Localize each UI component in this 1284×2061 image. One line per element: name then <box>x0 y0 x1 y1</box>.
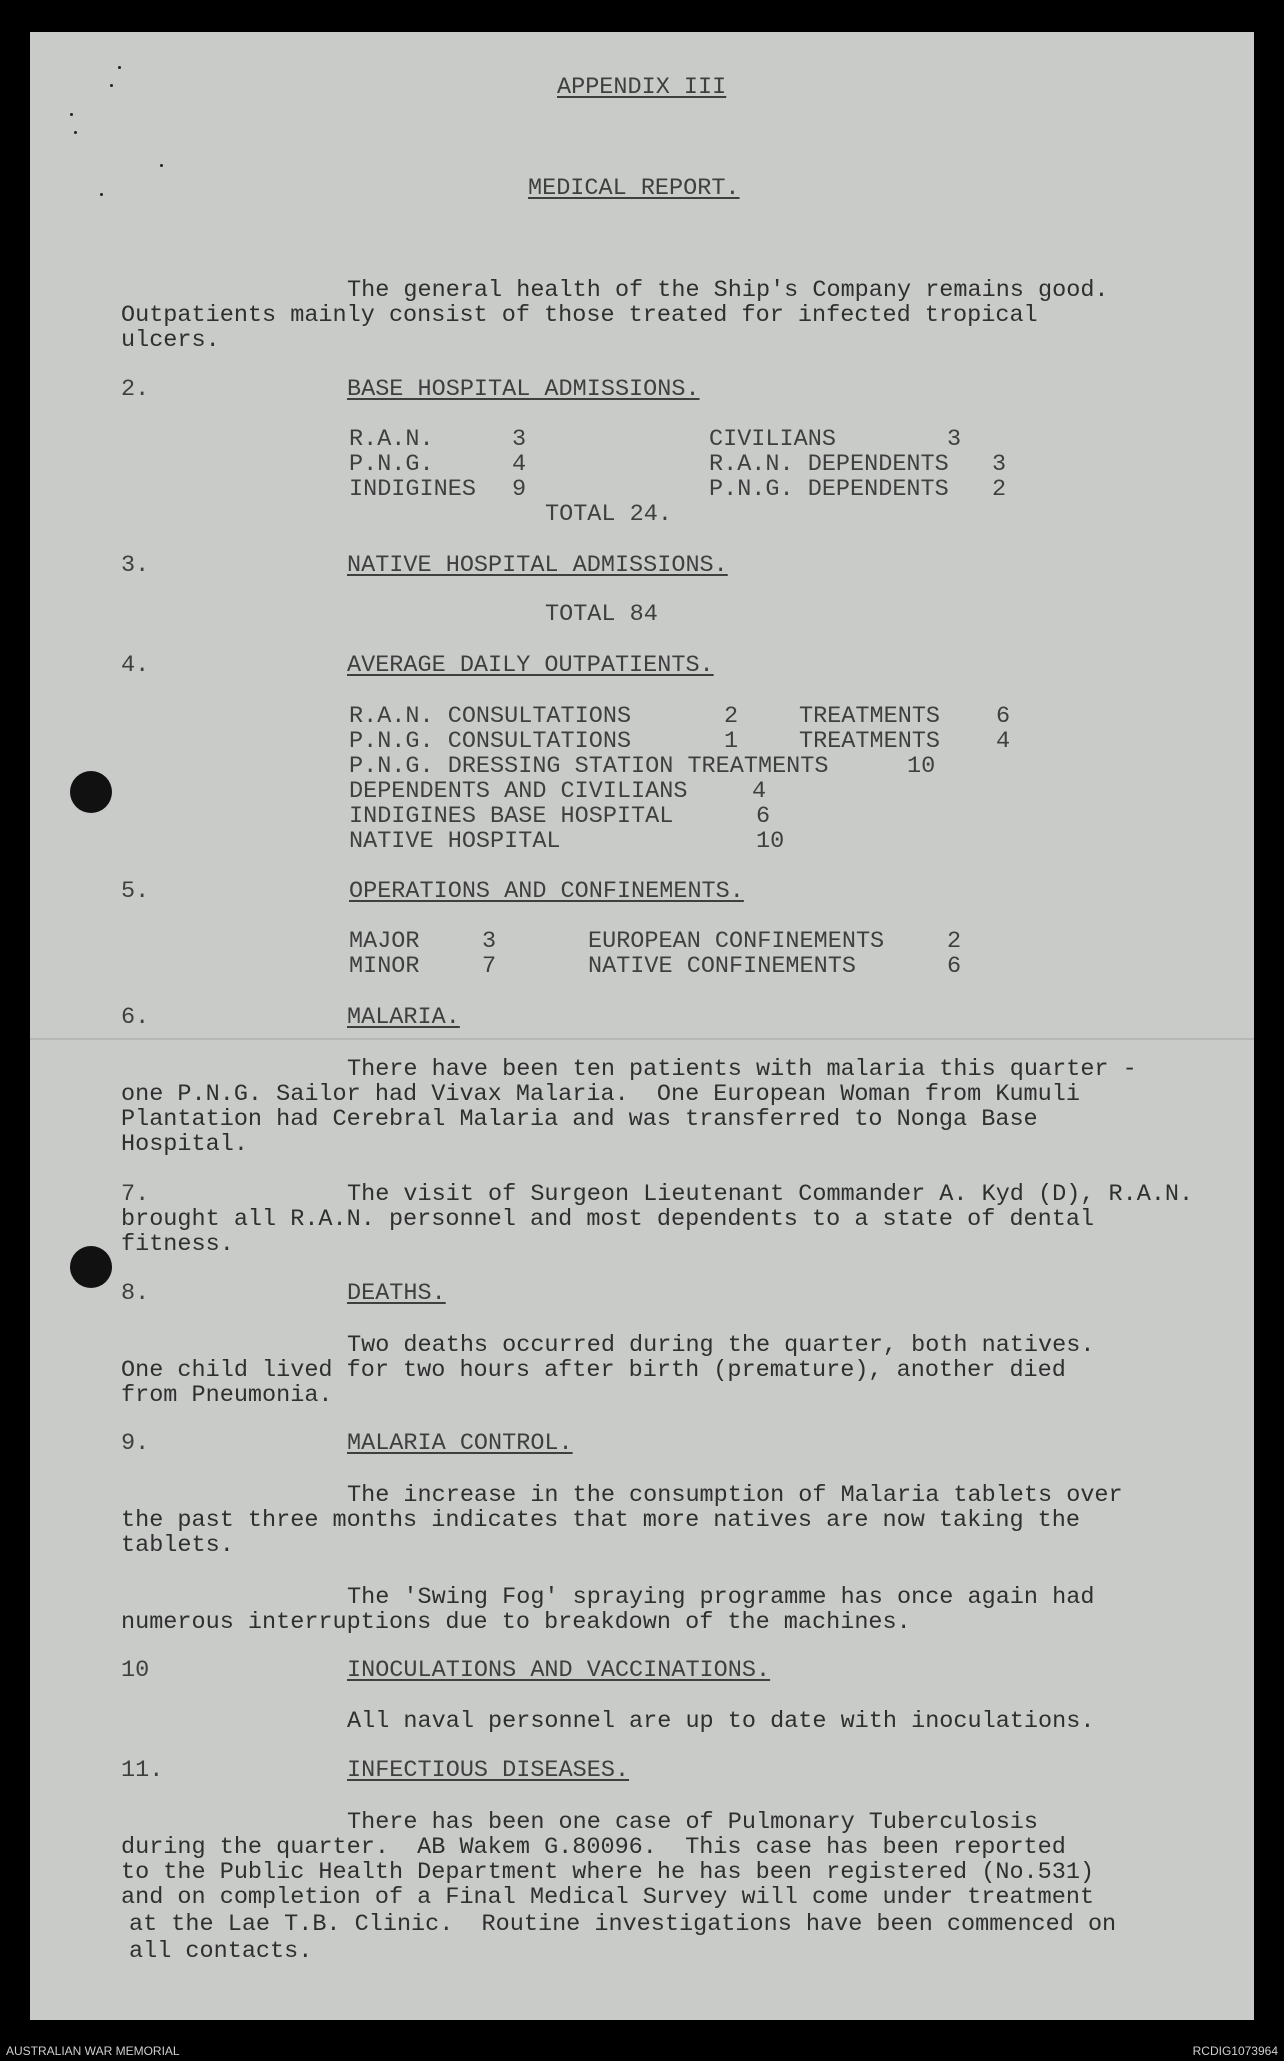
outpatient-row-value: 2 <box>724 703 739 730</box>
section-heading-malaria-control: MALARIA CONTROL. <box>347 1430 573 1457</box>
png-dependents-value: 2 <box>992 476 1007 503</box>
section-heading-malaria: MALARIA. <box>347 1004 460 1031</box>
png-dependents-label: P.N.G. DEPENDENTS <box>709 476 949 503</box>
paper-speck <box>110 84 113 87</box>
png-label: P.N.G. <box>349 451 434 478</box>
archive-id: RCDIG1073964 <box>1192 2044 1278 2058</box>
section-heading-outpatients: AVERAGE DAILY OUTPATIENTS. <box>347 652 714 679</box>
archive-credit: AUSTRALIAN WAR MEMORIAL <box>6 2044 180 2058</box>
indigines-value: 9 <box>512 476 527 503</box>
intro-line: The general health of the Ship's Company remains good. <box>347 277 1109 304</box>
png-value: 4 <box>512 451 527 478</box>
swing-fog-line: numerous interruptions due to breakdown of the machines. <box>121 1609 911 1636</box>
intro-line: ulcers. <box>121 327 220 354</box>
section-number: 6. <box>121 1004 150 1031</box>
section-heading-operations: OPERATIONS AND CONFINEMENTS. <box>349 878 744 905</box>
paper-speck <box>118 66 121 69</box>
malaria-line: Plantation had Cerebral Malaria and was transferred to Nonga Base <box>121 1106 1038 1133</box>
ran-dependents-value: 3 <box>992 451 1007 478</box>
section-heading-native-hospital: NATIVE HOSPITAL ADMISSIONS. <box>347 552 728 579</box>
outpatient-treatments-label: TREATMENTS <box>799 703 941 730</box>
intro-line: Outpatients mainly consist of those treated for infected tropical <box>121 302 1038 329</box>
outpatient-row-value: 10 <box>907 753 936 780</box>
outpatient-row-value: 10 <box>756 828 785 855</box>
minor-label: MINOR <box>349 953 420 980</box>
malaria-control-line: tablets. <box>121 1532 234 1559</box>
section-number: 9. <box>121 1430 150 1457</box>
native-hospital-total: TOTAL 84 <box>545 601 658 628</box>
deaths-line: from Pneumonia. <box>121 1382 333 1409</box>
report-title: MEDICAL REPORT. <box>528 175 740 202</box>
paper-speck <box>160 164 163 167</box>
dental-line: fitness. <box>121 1231 234 1258</box>
indigines-label: INDIGINES <box>349 476 476 503</box>
fold-crease <box>30 1038 1254 1040</box>
major-label: MAJOR <box>349 928 420 955</box>
infectious-line: to the Public Health Department where he has been registered (No.531) <box>121 1859 1095 1886</box>
ran-label: R.A.N. <box>349 426 434 453</box>
major-value: 3 <box>482 928 497 955</box>
outpatient-row-label: P.N.G. CONSULTATIONS <box>349 728 632 755</box>
section-number: 10 <box>121 1657 150 1684</box>
malaria-control-line: the past three months indicates that more natives are now taking the <box>121 1507 1080 1534</box>
punch-hole-lower <box>70 1246 112 1288</box>
malaria-line: one P.N.G. Sailor had Vivax Malaria. One European Woman from Kumuli <box>121 1081 1080 1108</box>
section-number: 8. <box>121 1280 150 1307</box>
deaths-line: Two deaths occurred during the quarter, both natives. <box>347 1332 1095 1359</box>
outpatient-row-value: 6 <box>756 803 771 830</box>
section-number: 2. <box>121 376 150 403</box>
outpatient-row-label: P.N.G. DRESSING STATION TREATMENTS <box>349 753 829 780</box>
outpatient-row-value: 4 <box>752 778 767 805</box>
paper-speck <box>70 113 73 116</box>
ran-dependents-label: R.A.N. DEPENDENTS <box>709 451 949 478</box>
inoculations-line: All naval personnel are up to date with inoculations. <box>347 1708 1095 1735</box>
civilians-label: CIVILIANS <box>709 426 836 453</box>
minor-value: 7 <box>482 953 497 980</box>
outpatient-row-label: DEPENDENTS AND CIVILIANS <box>349 778 688 805</box>
section-number: 3. <box>121 552 150 579</box>
section-heading-deaths: DEATHS. <box>347 1280 446 1307</box>
section-heading-inoculations: INOCULATIONS AND VACCINATIONS. <box>347 1657 771 1684</box>
deaths-line: One child lived for two hours after birth (premature), another died <box>121 1357 1066 1384</box>
paper-speck <box>74 131 77 134</box>
swing-fog-line: The 'Swing Fog' spraying programme has once again had <box>347 1584 1095 1611</box>
malaria-line: Hospital. <box>121 1131 248 1158</box>
native-confinements-label: NATIVE CONFINEMENTS <box>588 953 856 980</box>
punch-hole-upper <box>70 771 112 813</box>
section-number: 11. <box>121 1757 164 1784</box>
base-hospital-total: TOTAL 24. <box>545 501 672 528</box>
outpatient-row-label: NATIVE HOSPITAL <box>349 828 561 855</box>
infectious-line: and on completion of a Final Medical Survey will come under treatment <box>121 1884 1095 1911</box>
section-number: 7. <box>121 1181 150 1208</box>
outpatient-treatments-value: 4 <box>996 728 1011 755</box>
infectious-line: There has been one case of Pulmonary Tuberculosis <box>347 1809 1039 1836</box>
section-heading-base-hospital: BASE HOSPITAL ADMISSIONS. <box>347 376 700 403</box>
infectious-line: during the quarter. AB Wakem G.80096. This case has been reported <box>121 1834 1066 1861</box>
outpatient-row-label: R.A.N. CONSULTATIONS <box>349 703 632 730</box>
dental-line: brought all R.A.N. personnel and most dependents to a state of dental <box>121 1206 1095 1233</box>
section-number: 5. <box>121 878 150 905</box>
european-confinements-value: 2 <box>947 928 962 955</box>
appendix-heading: APPENDIX III <box>557 74 727 101</box>
outpatient-row-value: 1 <box>724 728 739 755</box>
outpatient-treatments-label: TREATMENTS <box>799 728 941 755</box>
infectious-line: at the Lae T.B. Clinic. Routine investigations have been commenced on <box>129 1911 1117 1938</box>
infectious-line: all contacts. <box>129 1938 313 1965</box>
civilians-value: 3 <box>947 426 962 453</box>
outpatient-row-label: INDIGINES BASE HOSPITAL <box>349 803 674 830</box>
dental-line: The visit of Surgeon Lieutenant Commander A. Kyd (D), R.A.N. <box>347 1181 1194 1208</box>
ran-value: 3 <box>512 426 527 453</box>
paper-speck <box>100 193 103 196</box>
european-confinements-label: EUROPEAN CONFINEMENTS <box>588 928 885 955</box>
section-heading-infectious-diseases: INFECTIOUS DISEASES. <box>347 1757 630 1784</box>
malaria-control-line: The increase in the consumption of Malaria tablets over <box>347 1482 1123 1509</box>
native-confinements-value: 6 <box>947 953 962 980</box>
malaria-line: There have been ten patients with malaria this quarter - <box>347 1056 1137 1083</box>
outpatient-treatments-value: 6 <box>996 703 1011 730</box>
section-number: 4. <box>121 652 150 679</box>
